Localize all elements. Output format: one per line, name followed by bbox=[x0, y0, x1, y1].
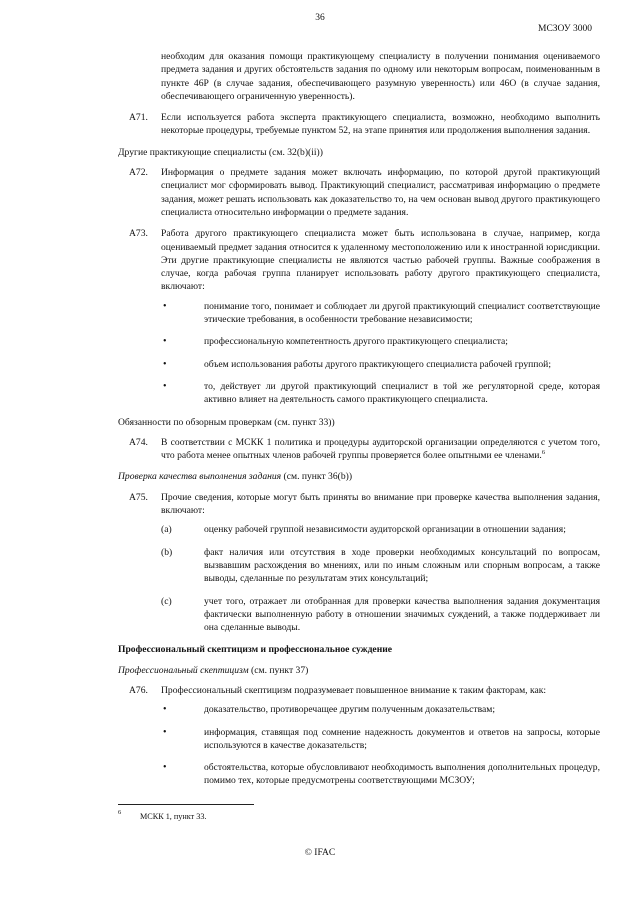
list-item: (a) оценку рабочей группой независимости аудиторской организации в отношении задания; bbox=[161, 524, 566, 536]
bullet-icon: • bbox=[163, 336, 167, 348]
paragraph-a76 bbox=[118, 684, 600, 697]
paragraph-a74 bbox=[118, 436, 600, 463]
paragraph-a73 bbox=[118, 227, 600, 293]
main-content bbox=[118, 50, 600, 797]
footnote-number: 6 bbox=[118, 809, 122, 816]
list-item: (c) учет того, отражает ли отобранная для проверки качества выполнения задания документация фактически выполненную работу в отношении значимых суждений, а также поддерживает ли она сделанные выводы. bbox=[161, 595, 600, 634]
footnote-text: МСКК 1, пункт 33. bbox=[140, 812, 207, 821]
paragraph-text: Профессиональный скептицизм подразумевает повышенное внимание к таким факторам, как: bbox=[161, 684, 547, 696]
list-item: • доказательство, противоречащее другим полученным доказательствам; bbox=[163, 704, 496, 716]
bullet-icon: • bbox=[163, 762, 167, 774]
subsection-heading-skepticism: Профессиональный скептицизм (см. пункт 37) bbox=[118, 664, 309, 676]
paragraph-a75 bbox=[118, 491, 600, 518]
paragraph-number: A76. bbox=[129, 684, 148, 696]
paragraph-a71 bbox=[118, 111, 600, 138]
lettered-list-a75 bbox=[161, 523, 600, 634]
section-heading-other-practitioners: Другие практикующие специалисты (см. 32(b)(ii)) bbox=[118, 146, 323, 158]
paragraph-text: Работа другого практикующего специалиста может быть использована в случае, например, когда оцениваемый предмет задания относится к удаленному местоположению или к иностранной юрисдикции. Эти другие практикующие специалисты не являются частью рабочей группы. Важные соображения в случае, когда рабочая группа планирует использовать работу другого практикующего специалиста, включают: bbox=[161, 228, 600, 293]
list-item: • информация, ставящая под сомнение надежность документов и ответов на запросы, которые используются в качестве доказательств; bbox=[163, 726, 600, 751]
list-item: • понимание того, понимает и соблюдает ли другой практикующий специалист соответствующие этические требования, в особенности требование независимости; bbox=[163, 300, 600, 326]
list-item: • то, действует ли другой практикующий специалист в той же регуляторной среде, которая активно влияет на деятельность самого практикующего специалиста. bbox=[163, 380, 600, 406]
list-item: (b) факт наличия или отсутствия в ходе проверки необходимых консультаций по вопросам, вызвавшим расхождения во мнениях, или по иным сложным или спорным вопросам, а также выводы, сделанные по результатам этих консультаций; bbox=[161, 546, 600, 585]
bullet-icon: • bbox=[163, 726, 167, 738]
bullet-icon: • bbox=[163, 380, 167, 392]
bullet-icon: • bbox=[163, 358, 167, 370]
continued-paragraph: необходим для оказания помощи практикующему специалисту в получении понимания оцениваемого предмета задания и других обстоятельств задания по одному или некоторым вопросам, поименованным в пункте 46Р (в случае задания, обеспечивающего разумную уверенность) или 46О (в случае задания, обеспечивающего ограниченную уверенность). bbox=[161, 51, 600, 102]
paragraph-number: A73. bbox=[129, 228, 148, 240]
list-item: • профессиональную компетентность другого практикующего специалиста; bbox=[163, 336, 508, 348]
section-heading-quality-review: Проверка качества выполнения задания (см. пункт 36(b)) bbox=[118, 471, 353, 483]
paragraph-a72 bbox=[118, 166, 600, 219]
paragraph-number: A71. bbox=[129, 112, 148, 124]
footnote-reference: 6 bbox=[541, 448, 546, 456]
footnote-divider bbox=[118, 804, 254, 805]
paragraph-text: Прочие сведения, которые могут быть приняты во внимание при проверке качества выполнения задания, включают: bbox=[161, 491, 600, 517]
paragraph-number: A75. bbox=[129, 491, 148, 503]
copyright-footer: © IFAC bbox=[304, 848, 336, 858]
list-item: • объем использования работы другого практикующего специалиста рабочей группой; bbox=[163, 358, 551, 370]
paragraph-text: Если используется работа эксперта практикующего специалиста, возможно, необходимо выполнить некоторые процедуры, требуемые пунктом 52, на этапе принятия или продолжения выполнения задания. bbox=[161, 112, 600, 137]
section-heading-review: Обязанности по обзорным проверкам (см. пункт 33)) bbox=[118, 416, 335, 428]
section-heading-skepticism-judgment: Профессиональный скептицизм и профессиональное суждение bbox=[118, 644, 393, 656]
paragraph-text: Информация о предмете задания может включать информацию, по которой другой практикующий специалист мог сформировать вывод. Практикующий специалист, рассматривая информацию о предмете задания, может решать использовать как доказательство то, на чем основан вывод другого практикующего специалиста относительно информации о предмете задания. bbox=[161, 167, 600, 218]
page-number: 36 bbox=[315, 13, 325, 23]
list-item: • обстоятельства, которые обусловливают необходимость выполнения дополнительных процедур, помимо тех, которые предусмотрены соответствующими МСЗОУ; bbox=[163, 762, 600, 787]
paragraph-number: A74. bbox=[129, 436, 148, 448]
paragraph-number: A72. bbox=[129, 167, 148, 179]
bullet-icon: • bbox=[163, 704, 167, 716]
document-code: МСЗОУ 3000 bbox=[538, 24, 592, 34]
bullet-list-a76 bbox=[161, 703, 600, 787]
paragraph-text: В соответствии с МСКК 1 политика и процедуры аудиторской организации определяются с учетом того, что работа менее опытных членов рабочей группы проверяется более опытными ее членами. bbox=[161, 436, 600, 462]
bullet-icon: • bbox=[163, 300, 167, 312]
bullet-list-a73 bbox=[161, 300, 600, 407]
